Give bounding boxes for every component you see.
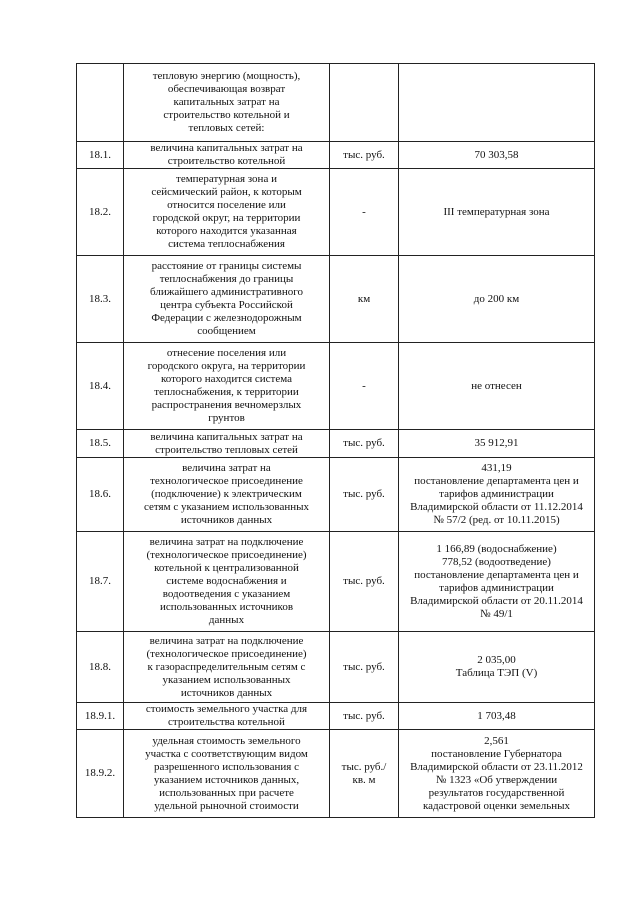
unit-of-measure <box>330 430 399 458</box>
parameter-description-line: тепловую энергию (мощность), <box>152 70 301 82</box>
table-row <box>77 632 595 703</box>
parameter-description-line: к газораспределительным сетям с <box>147 660 306 673</box>
parameter-value <box>399 256 595 343</box>
unit-of-measure-line: тыс. руб. <box>343 488 385 500</box>
table-row <box>77 343 595 430</box>
parameter-value-line: тарифов администрации <box>439 581 554 594</box>
unit-of-measure <box>330 632 399 703</box>
parameter-value <box>399 430 595 458</box>
unit-of-measure-line: тыс. руб. <box>343 660 385 673</box>
parameter-value-line: № 57/2 (ред. от 10.11.2015) <box>433 514 560 526</box>
table-row <box>77 730 595 818</box>
parameter-value-line: постановление Губернатора <box>431 747 562 760</box>
parameter-description-line: указанием использованных <box>162 673 291 686</box>
row-number: 18.3. <box>77 256 124 343</box>
parameter-value-line: постановление департамента цен и <box>414 475 579 487</box>
parameter-description <box>124 169 330 256</box>
parameter-description-line: система теплоснабжения <box>168 238 285 250</box>
unit-of-measure-line: тыс. руб. <box>343 709 385 722</box>
parameter-description <box>124 256 330 343</box>
unit-of-measure <box>330 730 399 818</box>
row-number: 18.2. <box>77 169 124 256</box>
parameter-description <box>124 64 330 142</box>
row-number: 18.9.2. <box>77 730 124 818</box>
parameter-description <box>124 703 330 730</box>
parameter-description-line: величина капитальных затрат на <box>150 142 303 154</box>
parameter-description-line: отнесение поселения или <box>166 347 287 359</box>
parameter-description-line: удельной рыночной стоимости <box>154 799 299 812</box>
parameter-description-line: расстояние от границы системы <box>151 260 302 272</box>
table-row <box>77 458 595 532</box>
parameter-description <box>124 532 330 632</box>
parameter-value-line: 1 703,48 <box>477 709 516 722</box>
parameter-description-line: использованных источников <box>159 601 294 613</box>
unit-of-measure <box>330 64 399 142</box>
parameter-description-line: стоимость земельного участка для <box>145 703 308 715</box>
parameter-value-line: 431,19 <box>481 462 512 474</box>
parameter-value-line: № 1323 «Об утверждении <box>435 773 558 786</box>
unit-of-measure-line: км <box>357 292 371 305</box>
table-row <box>77 532 595 632</box>
parameter-value-line: 2 035,00 <box>477 654 516 666</box>
parameter-description-line: строительство котельной <box>167 155 286 167</box>
parameter-value <box>399 532 595 632</box>
parameter-value <box>399 64 595 142</box>
parameter-description-line: теплоснабжения, к территории <box>154 386 299 398</box>
parameter-value-line: Таблица ТЭП (V) <box>455 667 538 679</box>
parameter-description-line: использованных при расчете <box>159 786 294 799</box>
row-number: 18.4. <box>77 343 124 430</box>
parameter-value-line: 2,561 <box>484 734 509 747</box>
row-number: 18.5. <box>77 430 124 458</box>
parameter-description-line: (подключение) к электрическим <box>151 488 302 500</box>
parameter-description-line: которого находится указанная <box>156 225 297 237</box>
parameter-value <box>399 343 595 430</box>
table-row <box>77 64 595 142</box>
parameter-value-line: Владимирской области от 11.12.2014 <box>410 501 583 513</box>
parameter-description-line: водоотведения с указанием <box>162 588 291 600</box>
parameter-description-line: источников данных <box>180 514 273 526</box>
unit-of-measure <box>330 532 399 632</box>
parameter-description <box>124 142 330 169</box>
table-row <box>77 256 595 343</box>
parameter-value-line: кадастровой оценки земельных <box>422 799 571 812</box>
unit-of-measure-line: тыс. руб. <box>343 148 385 161</box>
parameter-description-line: тепловых сетей: <box>188 122 265 134</box>
parameter-description-line: центра субъекта Российской <box>160 299 293 311</box>
parameter-description-line: сейсмический район, к которым <box>151 186 302 198</box>
row-number: 18.8. <box>77 632 124 703</box>
parameter-description-line: обеспечивающая возврат <box>167 83 286 95</box>
parameter-description-line: городского округа, на территории <box>147 360 306 372</box>
parameter-description-line: указанием источников данных, <box>153 773 300 786</box>
parameter-value-line: Владимирской области от 23.11.2012 <box>410 760 583 773</box>
table-row <box>77 169 595 256</box>
parameter-description <box>124 730 330 818</box>
parameter-description <box>124 458 330 532</box>
parameter-description-line: величина затрат на подключение <box>149 536 304 548</box>
unit-of-measure <box>330 256 399 343</box>
row-number: 18.9.1. <box>77 703 124 730</box>
table-row <box>77 430 595 458</box>
parameter-value-line: до 200 км <box>473 292 520 305</box>
parameter-description-line: удельная стоимость земельного <box>152 734 301 747</box>
parameter-description-line: грунтов <box>208 412 245 424</box>
parameter-description-line: температурная зона и <box>176 173 277 185</box>
parameter-description-line: ближайшего административного <box>150 286 303 298</box>
parameter-value-line: Владимирской области от 20.11.2014 <box>410 594 583 607</box>
parameter-description-line: данных <box>208 614 245 626</box>
parameter-value-line: тарифов администрации <box>439 488 554 500</box>
unit-of-measure <box>330 703 399 730</box>
unit-of-measure-line: тыс. руб. <box>343 437 385 449</box>
parameter-description-line: Федерации с железнодорожным <box>151 312 302 324</box>
parameter-description-line: сетям с указанием использованных <box>143 501 309 513</box>
parameter-description-line: (технологическое присоединение) <box>146 549 307 561</box>
row-number: 18.7. <box>77 532 124 632</box>
table-row <box>77 142 595 169</box>
parameter-description-line: которого находится система <box>160 373 293 385</box>
unit-of-measure-line: - <box>362 379 366 392</box>
parameter-description-line: технологическое присоединение <box>150 475 303 487</box>
parameter-description-line: величина затрат на подключение <box>149 634 304 647</box>
parameter-value <box>399 632 595 703</box>
parameter-value <box>399 169 595 256</box>
row-number: 18.1. <box>77 142 124 169</box>
parameter-description-line: теплоснабжения до границы <box>159 273 294 285</box>
parameter-value-line: постановление департамента цен и <box>414 568 579 581</box>
unit-of-measure-line: тыс. руб. <box>343 575 385 587</box>
unit-of-measure <box>330 343 399 430</box>
parameter-description-line: городской округ, на территории <box>152 212 301 224</box>
parameter-description-line: распространения вечномерзлых <box>151 399 302 411</box>
parameter-description-line: капитальных затрат на <box>173 96 280 108</box>
unit-of-measure <box>330 458 399 532</box>
unit-of-measure-line: - <box>362 205 366 218</box>
parameter-description-line: относится поселение или <box>167 199 286 211</box>
unit-of-measure <box>330 169 399 256</box>
parameter-value-line: № 49/1 <box>480 607 513 620</box>
parameter-description-line: разрешенного использования с <box>154 760 299 773</box>
parameter-value-line: не отнесен <box>471 379 522 392</box>
parameter-description-line: величина затрат на <box>182 462 271 474</box>
parameter-value <box>399 458 595 532</box>
unit-of-measure-line: кв. м <box>352 773 376 786</box>
unit-of-measure-line: тыс. руб./ <box>341 760 387 773</box>
row-number <box>77 64 124 142</box>
parameter-description-line: строительство тепловых сетей <box>155 443 298 456</box>
row-number: 18.6. <box>77 458 124 532</box>
parameter-description <box>124 632 330 703</box>
unit-of-measure <box>330 142 399 169</box>
parameter-description-line: участка с соответствующим видом <box>145 747 308 760</box>
table-row <box>77 703 595 730</box>
parameter-description <box>124 343 330 430</box>
parameter-value-line: 70 303,58 <box>474 148 519 161</box>
parameter-value <box>399 730 595 818</box>
parameter-description-line: системе водоснабжения и <box>166 575 287 587</box>
parameter-description-line: (технологическое присоединение) <box>146 647 307 660</box>
parameter-value <box>399 703 595 730</box>
parameter-value-line: 778,52 (водоотведение) <box>442 555 551 568</box>
parameter-value-line: 35 912,91 <box>474 437 519 449</box>
parameter-value-line: III температурная зона <box>443 205 550 218</box>
tariff-parameters-table <box>76 63 595 818</box>
parameter-description-line: котельной к централизованной <box>154 562 299 574</box>
parameter-value-line: 1 166,89 (водоснабжение) <box>436 542 557 555</box>
parameter-description-line: сообщением <box>197 325 256 337</box>
parameter-description-line: строительство котельной и <box>163 109 290 121</box>
parameter-description-line: строительства котельной <box>168 716 285 728</box>
parameter-value-line: результатов государственной <box>428 786 565 799</box>
parameter-description-line: величина капитальных затрат на <box>150 430 303 443</box>
parameter-description <box>124 430 330 458</box>
parameter-description-line: источников данных <box>180 686 273 699</box>
table-body <box>77 64 595 818</box>
parameter-value <box>399 142 595 169</box>
